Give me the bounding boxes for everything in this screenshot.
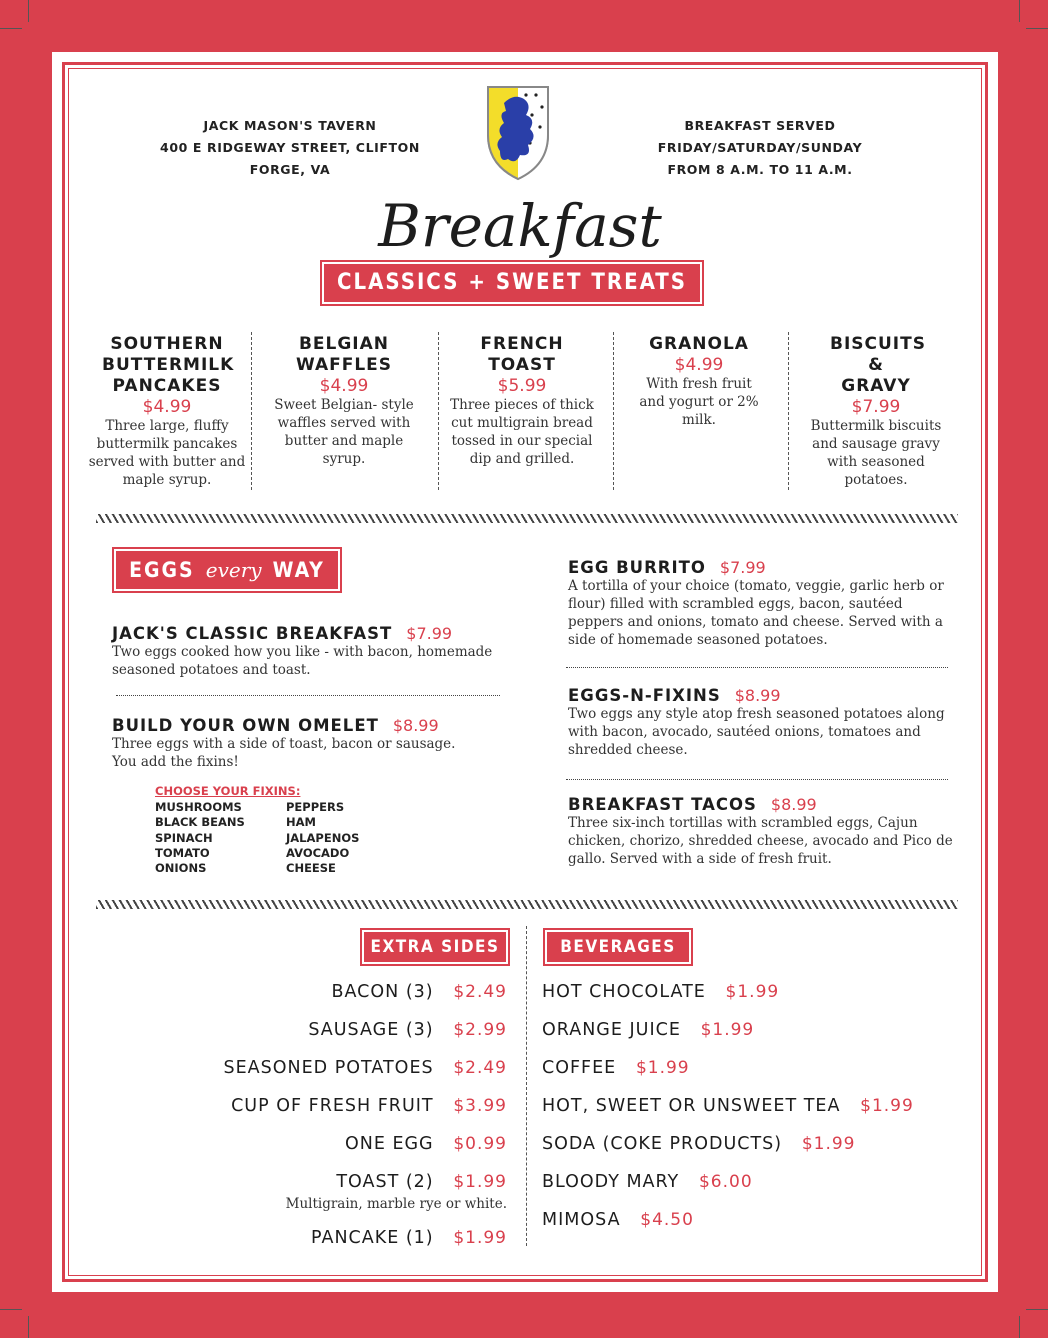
service-days: BREAKFAST SERVED FRIDAY/SATURDAY/SUNDAY — [657, 118, 863, 155]
item-desc: Three six-inch tortillas with scrambled eggs, Cajun chicken, chorizo, shredded cheese, avocado and Pico de gallo. Served with a side of fresh fruit. — [568, 815, 953, 867]
item-price: $7.99 — [406, 624, 453, 643]
fixin-item: MUSHROOMS — [155, 800, 242, 814]
fixin-item: JALAPENOS — [286, 830, 360, 845]
item-name: EGG BURRITO — [568, 558, 706, 577]
side-price: $2.49 — [453, 982, 507, 1002]
item-name: JACK'S CLASSIC BREAKFAST — [112, 624, 393, 643]
menu-item-egg-burrito — [568, 558, 954, 649]
crop-mark — [1019, 0, 1020, 22]
beverage-item — [542, 1134, 856, 1154]
side-note: Multigrain, marble rye or white. — [285, 1196, 507, 1212]
side-name: CUP OF FRESH FRUIT — [231, 1096, 434, 1116]
beverage-name: HOT, SWEET OR UNSWEET TEA — [542, 1096, 841, 1116]
beverage-name: ORANGE JUICE — [542, 1020, 681, 1040]
beverage-name: MIMOSA — [542, 1210, 621, 1230]
item-price: $8.99 — [392, 716, 439, 735]
side-name: ONE EGG — [344, 1134, 434, 1154]
fixin-item: CHEESE — [286, 861, 336, 876]
fixins-list-1 — [155, 800, 245, 876]
side-item — [332, 982, 507, 1002]
fixin-item: PEPPERS — [286, 800, 345, 814]
item-desc: Two eggs any style atop fresh seasoned potatoes along with bacon, avocado, sautéed onions, tomatoes and shredded cheese. — [568, 706, 945, 758]
fixin-item: AVOCADO — [286, 845, 350, 860]
crest-logo — [486, 85, 550, 181]
side-item — [311, 1228, 507, 1248]
side-name: BACON (3) — [331, 982, 434, 1002]
side-price: $3.99 — [453, 1096, 507, 1116]
beverage-item — [542, 1096, 914, 1116]
column-divider — [788, 332, 789, 490]
item-desc: Three large, fluffy buttermilk pancakes served with butter and maple syrup. — [88, 418, 246, 488]
eggs-ribbon-c: WAY — [272, 558, 325, 582]
menu-item-french-toast — [444, 334, 600, 468]
item-price: $4.99 — [674, 355, 724, 375]
item-name: BREAKFAST TACOS — [568, 795, 757, 814]
column-divider — [438, 332, 439, 490]
header-left — [130, 115, 450, 181]
item-price: $4.99 — [319, 376, 369, 396]
item-name: BELGIAN WAFFLES — [295, 334, 393, 375]
side-item — [345, 1134, 507, 1154]
item-price: $5.99 — [497, 376, 547, 396]
item-desc: With fresh fruit and yogurt or 2% milk. — [639, 376, 759, 428]
item-name: BISCUITS & GRAVY — [830, 334, 926, 396]
beverage-price: $1.99 — [700, 1020, 755, 1040]
side-price: $2.99 — [453, 1020, 507, 1040]
item-desc: Sweet Belgian- style waffles served with butter and maple syrup. — [274, 397, 414, 467]
beverage-price: $1.99 — [725, 982, 780, 1002]
item-desc: Two eggs cooked how you like - with bacon, homemade seasoned potatoes and toast. — [112, 644, 493, 678]
tavern-name: JACK MASON'S TAVERN — [203, 118, 377, 133]
item-price: $8.99 — [770, 795, 817, 814]
menu-item-pancakes — [88, 334, 246, 489]
beverage-price: $1.99 — [860, 1096, 914, 1116]
beverage-item — [542, 982, 779, 1002]
item-name: BUILD YOUR OWN OMELET — [112, 716, 379, 735]
beverage-item — [542, 1172, 753, 1192]
beverages-ribbon — [545, 930, 691, 964]
header-right — [590, 115, 930, 181]
side-price: $1.99 — [453, 1228, 507, 1248]
item-desc: A tortilla of your choice (tomato, veggie, garlic herb or flour) filled with scrambled eggs, bacon, sautéed peppers and onions, tomato and cheese. Served with a side of homemade seasoned potatoes. — [568, 578, 944, 648]
item-price: $8.99 — [734, 686, 781, 705]
eggs-ribbon — [114, 549, 340, 591]
beverages-heading: BEVERAGES — [560, 937, 676, 957]
side-name: SEASONED POTATOES — [223, 1058, 434, 1078]
column-divider — [251, 332, 252, 490]
classics-ribbon — [322, 262, 702, 304]
fixin-item: SPINACH — [155, 830, 213, 845]
beverage-price: $4.50 — [640, 1210, 694, 1230]
item-name: GRANOLA — [649, 334, 749, 354]
menu-item-biscuits — [800, 334, 952, 489]
side-name: PANCAKE (1) — [311, 1228, 434, 1248]
sides-heading: EXTRA SIDES — [370, 937, 500, 957]
side-item — [231, 1096, 507, 1116]
item-price: $7.99 — [719, 558, 766, 577]
crop-mark — [1026, 1309, 1048, 1310]
item-desc: Buttermilk biscuits and sausage gravy with seasoned potatoes. — [810, 418, 942, 488]
fixin-item: HAM — [286, 815, 316, 830]
fixin-item: TOMATO — [155, 845, 210, 860]
side-price: $0.99 — [453, 1134, 507, 1154]
fixins-list-2 — [286, 800, 359, 876]
breakfast-title-text: Breakfast — [378, 192, 662, 260]
service-hours: FROM 8 A.M. TO 11 A.M. — [667, 162, 853, 177]
side-name: TOAST (2) — [336, 1172, 434, 1192]
side-price: $1.99 — [453, 1172, 507, 1192]
side-item — [224, 1058, 507, 1078]
menu-item-granola — [626, 334, 772, 429]
breakfast-script-title — [340, 186, 700, 266]
side-item — [336, 1172, 507, 1192]
item-name: EGGS-N-FIXINS — [568, 686, 721, 705]
side-item — [308, 1020, 507, 1040]
menu-item-omelet — [112, 716, 472, 771]
beverage-price: $6.00 — [698, 1172, 753, 1192]
dotted-divider — [566, 667, 948, 668]
menu-item-breakfast-tacos — [568, 795, 954, 868]
classics-ribbon-label: CLASSICS + SWEET TREATS — [336, 270, 688, 295]
dotted-divider — [116, 695, 500, 696]
menu-item-eggs-n-fixins — [568, 686, 958, 759]
crop-mark — [28, 1316, 29, 1338]
item-price: $7.99 — [851, 397, 901, 417]
menu-item-classic-breakfast — [112, 624, 512, 679]
crop-mark — [1026, 28, 1048, 29]
menu-item-waffles — [262, 334, 426, 468]
eggs-ribbon-a: EGGS — [129, 558, 195, 582]
dotted-divider — [566, 779, 948, 780]
item-name: FRENCH TOAST — [480, 334, 564, 375]
sides-ribbon — [362, 930, 508, 964]
beverage-name: HOT CHOCOLATE — [542, 982, 706, 1002]
column-divider — [613, 332, 614, 490]
beverage-price: $1.99 — [635, 1058, 690, 1078]
side-price: $2.49 — [453, 1058, 507, 1078]
crop-mark — [1019, 1316, 1020, 1338]
beverage-item — [542, 1020, 754, 1040]
beverage-name: SODA (COKE PRODUCTS) — [542, 1134, 783, 1154]
item-name: SOUTHERN BUTTERMILK PANCAKES — [102, 334, 235, 396]
column-divider — [526, 926, 527, 1246]
item-desc: Three pieces of thick cut multigrain bread tossed in our special dip and grilled. — [450, 397, 594, 467]
section-divider — [96, 514, 958, 523]
fixin-item: ONIONS — [155, 861, 207, 876]
beverage-name: BLOODY MARY — [542, 1172, 680, 1192]
fixin-item: BLACK BEANS — [155, 815, 245, 830]
item-desc: Three eggs with a side of toast, bacon or sausage. You add the fixins! — [112, 736, 456, 770]
beverage-item — [542, 1210, 694, 1230]
crop-mark — [0, 1309, 22, 1310]
side-name: SAUSAGE (3) — [308, 1020, 434, 1040]
section-divider — [96, 900, 958, 909]
item-price: $4.99 — [142, 397, 192, 417]
crop-mark — [28, 0, 29, 22]
beverage-item — [542, 1058, 690, 1078]
tavern-address: 400 E RIDGEWAY STREET, CLIFTON FORGE, VA — [160, 140, 420, 177]
beverage-price: $1.99 — [801, 1134, 856, 1154]
eggs-ribbon-b: every — [205, 558, 262, 582]
crop-mark — [0, 28, 22, 29]
fixins-heading: CHOOSE YOUR FIXINS: — [155, 784, 301, 798]
beverage-name: COFFEE — [542, 1058, 617, 1078]
